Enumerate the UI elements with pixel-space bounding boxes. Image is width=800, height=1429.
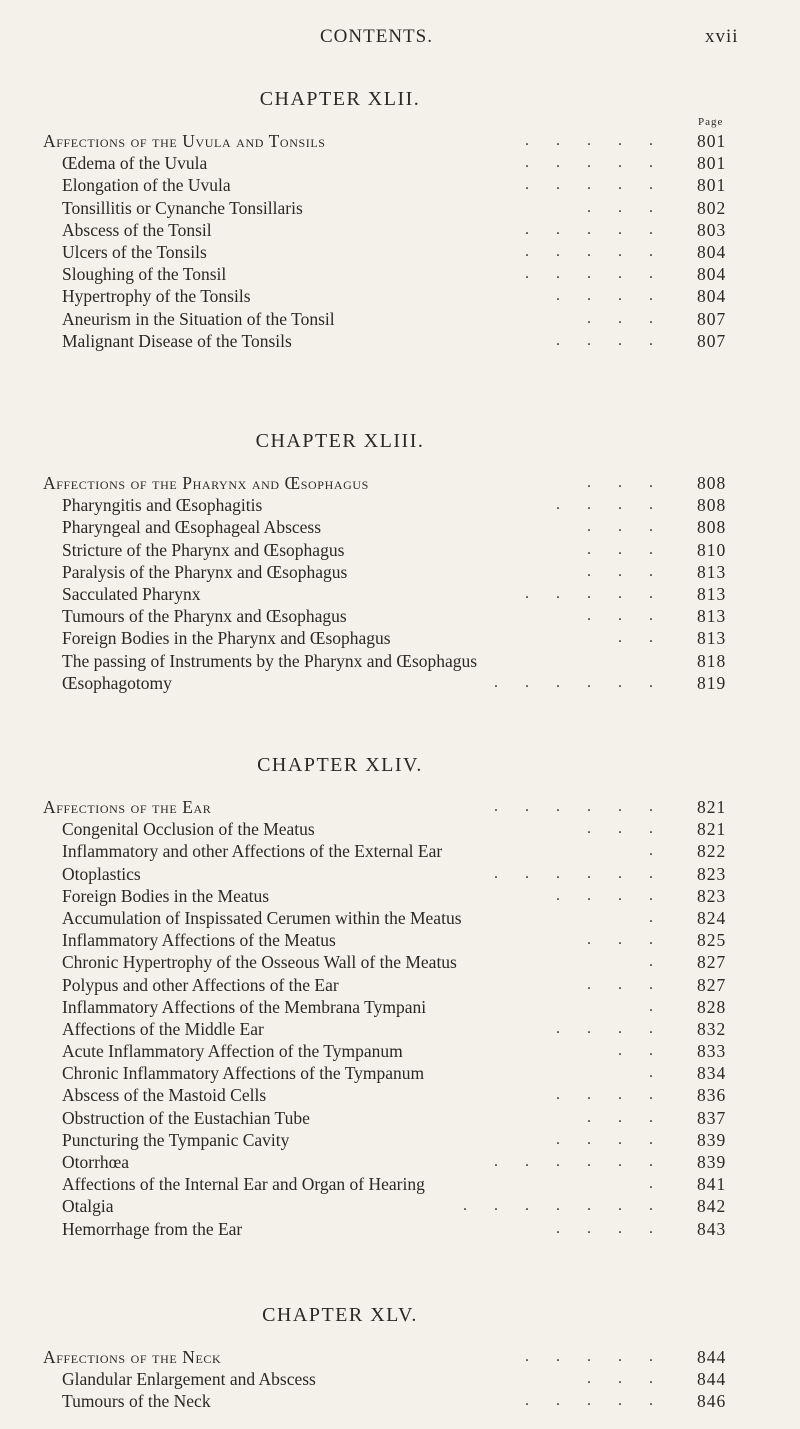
toc-entry	[0, 1173, 800, 1195]
toc-entry	[0, 130, 800, 152]
toc-entry	[0, 285, 800, 307]
toc-entry	[0, 174, 800, 196]
entry-title: Œdema of the Uvula	[62, 153, 208, 174]
dot-leader: ...	[587, 562, 680, 580]
dot-leader: .....	[525, 154, 680, 172]
dot-leader: .	[649, 1175, 680, 1193]
dot-leader: .	[649, 908, 680, 926]
entry-page: 839	[697, 1129, 727, 1150]
dot-leader: ......	[494, 673, 680, 691]
toc-entry	[0, 219, 800, 241]
entry-page: 827	[697, 974, 727, 995]
entry-title: Aneurism in the Situation of the Tonsil	[62, 308, 335, 329]
toc-entry	[0, 996, 800, 1018]
running-title: CONTENTS.	[320, 26, 433, 47]
toc-entry	[0, 308, 800, 330]
entry-page: 818	[697, 650, 727, 671]
dot-leader: ..	[618, 629, 680, 647]
toc-entry	[0, 1151, 800, 1173]
entry-title: Acute Inflammatory Affection of the Tympanum	[62, 1041, 403, 1062]
dot-leader: ...	[587, 198, 680, 216]
entry-page: 833	[697, 1041, 727, 1062]
entry-page: 827	[697, 952, 727, 973]
entry-page: 813	[697, 628, 727, 649]
entry-title: Chronic Inflammatory Affections of the Tympanum	[62, 1063, 425, 1084]
dot-leader: ...	[587, 820, 680, 838]
toc-entry	[0, 907, 800, 929]
toc-entry	[0, 1346, 800, 1368]
entry-page: 807	[697, 330, 727, 351]
entry-page: 813	[697, 583, 727, 604]
toc-entry	[0, 796, 800, 818]
toc-entries	[0, 130, 800, 352]
entry-title: Pharyngitis and Œsophagitis	[62, 495, 263, 516]
entry-page: 821	[697, 819, 727, 840]
toc-entry	[0, 1368, 800, 1390]
dot-leader: ......	[494, 798, 680, 815]
entry-page: 828	[697, 996, 727, 1017]
entry-title: Puncturing the Tympanic Cavity	[62, 1129, 290, 1150]
entry-title: Glandular Enlargement and Abscess	[62, 1369, 316, 1390]
page-column-label: Page	[698, 116, 724, 128]
entry-page: 802	[697, 197, 727, 218]
entry-page: 832	[697, 1018, 727, 1039]
entry-title: Inflammatory and other Affections of the External Ear	[62, 841, 443, 862]
toc-entry	[0, 840, 800, 862]
entry-page: 823	[697, 863, 727, 884]
toc-entry	[0, 539, 800, 561]
entry-title: Hemorrhage from the Ear	[62, 1218, 243, 1239]
toc-entry	[0, 818, 800, 840]
toc-entry	[0, 1129, 800, 1151]
entry-title: Otorrhœa	[62, 1152, 130, 1172]
toc-entry	[0, 863, 800, 885]
entry-title: Affections of the Uvula and Tonsils	[43, 131, 326, 151]
toc-entry	[0, 885, 800, 907]
entry-page: 801	[697, 131, 727, 151]
toc-entry	[0, 152, 800, 174]
entry-title: Affections of the Pharynx and Œsophagus	[43, 473, 369, 493]
entry-title: Inflammatory Affections of the Meatus	[62, 930, 336, 951]
toc-entry	[0, 974, 800, 996]
toc-entry	[0, 516, 800, 538]
chapter-title: CHAPTER XLIV.	[257, 754, 423, 776]
entry-title: Affections of the Internal Ear and Organ of Hearing	[62, 1174, 425, 1195]
toc-entries	[0, 796, 800, 1240]
running-head	[0, 26, 800, 56]
entry-title: Obstruction of the Eustachian Tube	[62, 1107, 310, 1128]
entry-title: Hypertrophy of the Tonsils	[62, 286, 251, 307]
dot-leader: ....	[556, 331, 680, 349]
entry-page: 846	[697, 1391, 727, 1412]
entry-title: Tumours of the Neck	[62, 1391, 211, 1412]
toc-entry	[0, 929, 800, 951]
dot-leader: ....	[556, 1219, 680, 1237]
toc-entry	[0, 330, 800, 352]
entry-title: Otoplastics	[62, 863, 141, 884]
entry-page: 804	[697, 286, 727, 307]
entry-page: 808	[697, 495, 727, 516]
entry-page: 803	[697, 219, 727, 240]
entry-title: Otalgia	[62, 1196, 114, 1217]
entry-title: Polypus and other Affections of the Ear	[62, 974, 339, 995]
entry-page: 808	[697, 473, 727, 493]
entry-page: 839	[697, 1152, 727, 1172]
dot-leader: .....	[525, 1348, 680, 1365]
entry-page: 844	[697, 1347, 727, 1367]
dot-leader: ...	[587, 931, 680, 949]
dot-leader: ...	[587, 540, 680, 558]
entry-page: 801	[697, 175, 727, 196]
dot-leader: .....	[525, 176, 680, 194]
entry-title: Tumours of the Pharynx and Œsophagus	[62, 606, 347, 627]
entry-title: Elongation of the Uvula	[62, 175, 231, 196]
dot-leader: ......	[494, 1153, 680, 1170]
entry-title: Accumulation of Inspissated Cerumen within the Meatus	[62, 907, 462, 928]
entry-title: Paralysis of the Pharynx and Œsophagus	[62, 561, 348, 582]
chapter-title: CHAPTER XLII.	[259, 88, 421, 110]
entry-title: Stricture of the Pharynx and Œsophagus	[62, 539, 345, 560]
entry-page: 804	[697, 241, 727, 262]
page-number: xvii	[705, 26, 739, 47]
dot-leader: .....	[525, 132, 680, 149]
dot-leader: ..	[618, 1042, 680, 1060]
chapter-title: CHAPTER XLV.	[262, 1304, 418, 1326]
dot-leader: .	[649, 997, 680, 1015]
entry-title: Affections of the Ear	[43, 797, 212, 817]
dot-leader: ...	[587, 474, 680, 491]
entry-page: 842	[697, 1196, 727, 1217]
toc-entry	[0, 1195, 800, 1217]
entry-page: 836	[697, 1085, 727, 1106]
entry-page: 821	[697, 797, 727, 817]
dot-leader: .......	[463, 1197, 680, 1215]
toc-entry	[0, 263, 800, 285]
toc-entry	[0, 650, 800, 672]
entry-title: Tonsillitis or Cynanche Tonsillaris	[62, 197, 303, 218]
dot-leader: ....	[556, 287, 680, 305]
dot-leader: .....	[525, 1392, 680, 1410]
toc-entry	[0, 1062, 800, 1084]
entry-page: 824	[697, 907, 727, 928]
entry-page: 843	[697, 1218, 727, 1239]
entry-page: 819	[697, 672, 727, 693]
dot-leader: ...	[587, 975, 680, 993]
toc-entry	[0, 494, 800, 516]
toc-entry	[0, 1107, 800, 1129]
entry-page: 804	[697, 264, 727, 285]
dot-leader: .....	[525, 584, 680, 602]
entry-page: 834	[697, 1063, 727, 1084]
entry-page: 841	[697, 1174, 727, 1195]
entry-title: Sacculated Pharynx	[62, 583, 201, 604]
toc-entry	[0, 1084, 800, 1106]
entry-title: Œsophagotomy	[62, 672, 172, 693]
toc-entries	[0, 1346, 800, 1413]
dot-leader: ....	[556, 1086, 680, 1104]
entry-title: Affections of the Neck	[43, 1347, 222, 1367]
entry-title: The passing of Instruments by the Pharynx and Œsophagus	[62, 650, 478, 671]
dot-leader: .	[649, 953, 680, 971]
entry-page: 837	[697, 1107, 727, 1128]
entry-title: Inflammatory Affections of the Membrana Tympani	[62, 996, 427, 1017]
dot-leader: .	[649, 1064, 680, 1082]
entry-page: 808	[697, 517, 727, 538]
entry-title: Chronic Hypertrophy of the Osseous Wall of the Meatus	[62, 952, 457, 973]
toc-entry	[0, 672, 800, 694]
dot-leader: ...	[587, 309, 680, 327]
toc-entry	[0, 1390, 800, 1412]
toc-entry	[0, 1218, 800, 1240]
entry-title: Congenital Occlusion of the Meatus	[62, 819, 315, 840]
entry-title: Foreign Bodies in the Meatus	[62, 885, 270, 906]
entry-title: Abscess of the Tonsil	[62, 219, 212, 240]
dot-leader: ...	[587, 1108, 680, 1126]
dot-leader: .....	[525, 220, 680, 238]
entry-page: 844	[697, 1369, 727, 1390]
dot-leader: ......	[494, 864, 680, 882]
toc-entry	[0, 472, 800, 494]
dot-leader: ....	[556, 496, 680, 514]
entry-title: Abscess of the Mastoid Cells	[62, 1085, 267, 1106]
entry-page: 807	[697, 308, 727, 329]
dot-leader: .....	[525, 265, 680, 283]
toc-entry	[0, 241, 800, 263]
toc-entry	[0, 627, 800, 649]
toc-entry	[0, 197, 800, 219]
dot-leader: ...	[587, 518, 680, 536]
dot-leader: ....	[556, 886, 680, 904]
toc-entry	[0, 561, 800, 583]
entry-title: Foreign Bodies in the Pharynx and Œsophagus	[62, 628, 391, 649]
dot-leader: ...	[587, 1370, 680, 1388]
toc-entry	[0, 1040, 800, 1062]
dot-leader: ....	[556, 1130, 680, 1148]
chapter-title: CHAPTER XLIII.	[255, 430, 425, 452]
toc-entry	[0, 605, 800, 627]
entry-title: Malignant Disease of the Tonsils	[62, 330, 292, 351]
toc-entry	[0, 1018, 800, 1040]
dot-leader: .....	[525, 242, 680, 260]
toc-entries	[0, 472, 800, 694]
entry-page: 813	[697, 606, 727, 627]
toc-entry	[0, 951, 800, 973]
dot-leader: ....	[556, 1019, 680, 1037]
entry-title: Sloughing of the Tonsil	[62, 264, 227, 285]
entry-page: 801	[697, 153, 727, 174]
entry-page: 822	[697, 841, 727, 862]
entry-page: 810	[697, 539, 727, 560]
entry-title: Affections of the Middle Ear	[62, 1018, 264, 1039]
dot-leader: .	[649, 842, 680, 860]
toc-entry	[0, 583, 800, 605]
entry-title: Pharyngeal and Œsophageal Abscess	[62, 517, 322, 538]
entry-page: 825	[697, 930, 727, 951]
entry-page: 823	[697, 885, 727, 906]
entry-title: Ulcers of the Tonsils	[62, 241, 207, 262]
dot-leader: ...	[587, 607, 680, 625]
entry-page: 813	[697, 561, 727, 582]
